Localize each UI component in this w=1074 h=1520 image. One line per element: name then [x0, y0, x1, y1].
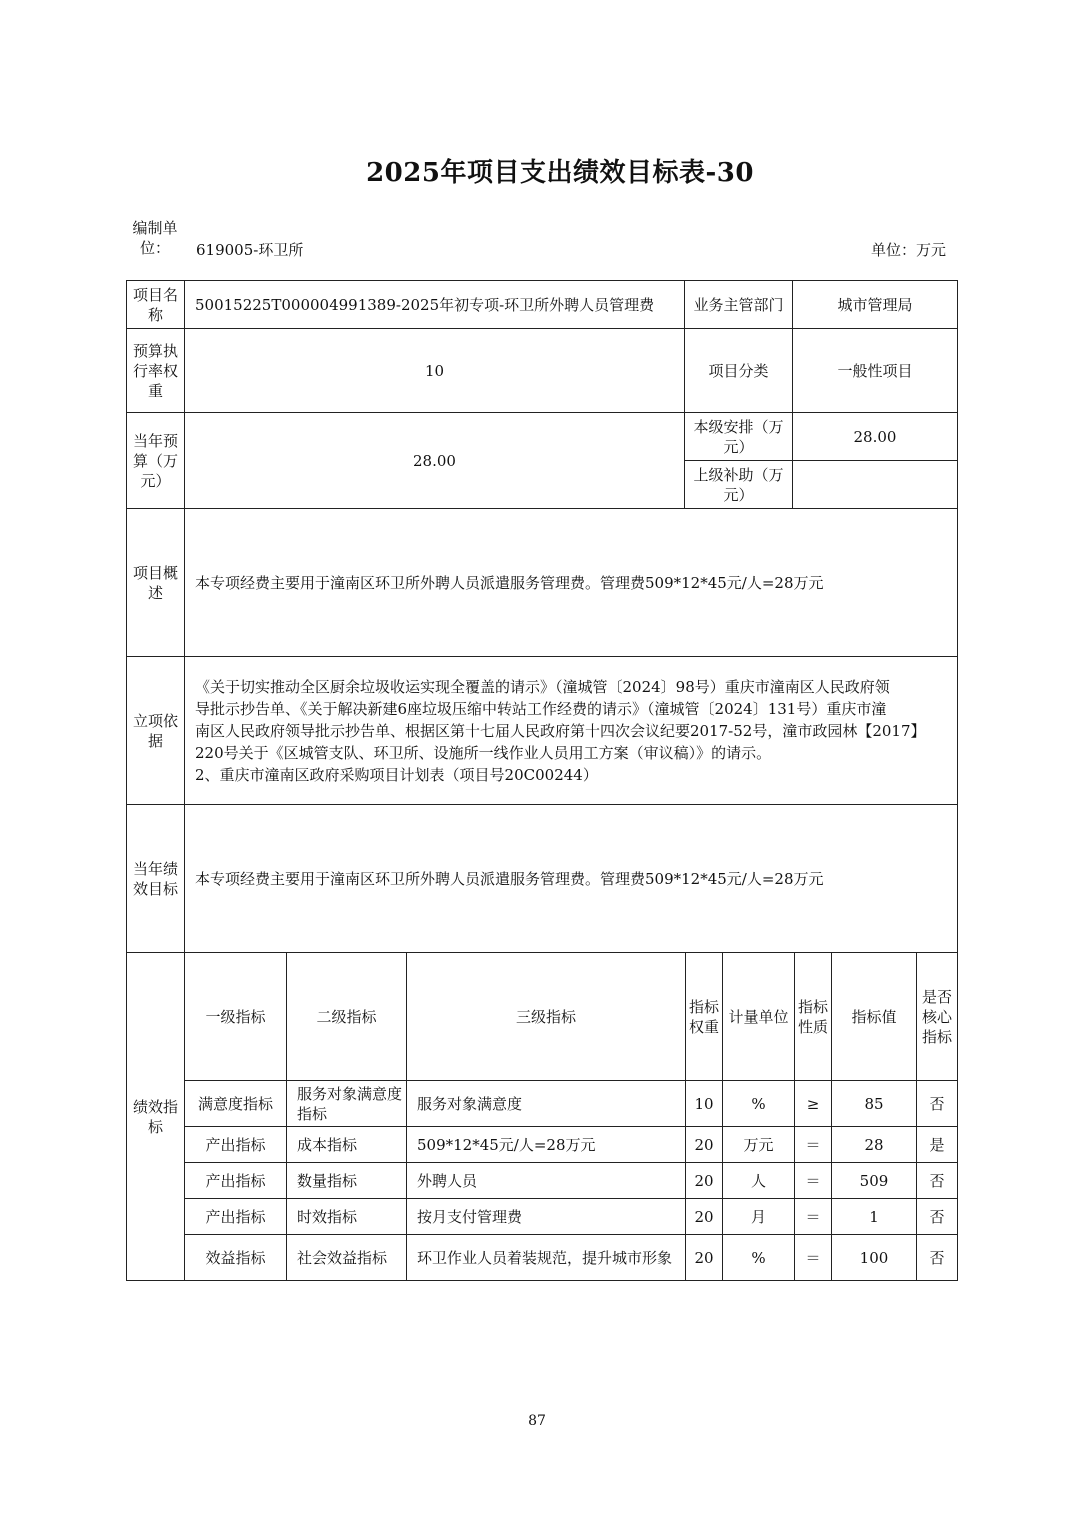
cell-level3: 环卫作业人员着装规范，提升城市形象 — [407, 1235, 686, 1281]
cell-level1: 产出指标 — [185, 1127, 287, 1163]
table-row — [127, 1127, 958, 1163]
category-value: 一般性项目 — [793, 329, 958, 413]
table-row — [127, 1235, 958, 1281]
basis-line: 220号关于《区城管支队、环卫所、设施所一线作业人员用工方案（审议稿）》的请示。 — [195, 743, 772, 762]
cell-weight: 20 — [686, 1127, 723, 1163]
org-label: 编制单位： — [132, 219, 178, 257]
cell-nature: ≥ — [795, 1081, 832, 1127]
cell-level1: 产出指标 — [185, 1199, 287, 1235]
cell-level3: 服务对象满意度 — [407, 1081, 686, 1127]
goal-text: 本专项经费主要用于潼南区环卫所外聘人员派遣服务管理费。管理费509*12*45元/人=28万元 — [185, 805, 958, 953]
project-name-label: 项目名称 — [127, 281, 185, 329]
basis-label: 立项依据 — [127, 657, 185, 805]
cell-value: 1 — [832, 1199, 917, 1235]
basis-line: 2、重庆市潼南区政府采购项目计划表（项目号20C00244） — [195, 765, 598, 784]
cell-nature: ＝ — [795, 1235, 832, 1281]
cell-weight: 20 — [686, 1199, 723, 1235]
overview-label: 项目概述 — [127, 509, 185, 657]
cell-level2: 时效指标 — [287, 1199, 407, 1235]
cell-nature: ＝ — [795, 1127, 832, 1163]
page-number: 87 — [528, 1413, 546, 1429]
cell-core: 否 — [917, 1081, 958, 1127]
table-row — [127, 1199, 958, 1235]
cell-level3: 外聘人员 — [407, 1163, 686, 1199]
cell-level3: 509*12*45元/人=28万元 — [407, 1127, 686, 1163]
weight-label: 预算执行率权重 — [127, 329, 185, 413]
project-name-value: 50015225T000004991389-2025年初专项-环卫所外聘人员管理费 — [185, 281, 685, 329]
dept-label: 业务主管部门 — [685, 281, 793, 329]
goal-label: 当年绩效目标 — [127, 805, 185, 953]
indicators-section-label: 绩效指标 — [127, 953, 185, 1281]
cell-unit: 月 — [723, 1199, 795, 1235]
cell-level3: 按月支付管理费 — [407, 1199, 686, 1235]
cell-unit: 人 — [723, 1163, 795, 1199]
basis-line: 南区人民政府领导批示抄告单、根据区第十七届人民政府第十四次会议纪要2017-52号，潼市政园林【2017】 — [195, 721, 926, 740]
cell-weight: 20 — [686, 1235, 723, 1281]
cell-level2: 数量指标 — [287, 1163, 407, 1199]
cell-level1: 满意度指标 — [185, 1081, 287, 1127]
category-label: 项目分类 — [685, 329, 793, 413]
header-level1: 一级指标 — [185, 953, 287, 1081]
cell-unit: % — [723, 1081, 795, 1127]
cell-unit: 万元 — [723, 1127, 795, 1163]
header-nature: 指标性质 — [795, 953, 832, 1081]
header-value: 指标值 — [832, 953, 917, 1081]
cell-level2: 社会效益指标 — [287, 1235, 407, 1281]
cell-value: 28 — [832, 1127, 917, 1163]
cell-core: 否 — [917, 1199, 958, 1235]
budget-value: 28.00 — [185, 413, 685, 509]
cell-level1: 产出指标 — [185, 1163, 287, 1199]
budget-label: 当年预算（万元） — [127, 413, 185, 509]
cell-level2: 成本指标 — [287, 1127, 407, 1163]
cell-unit: % — [723, 1235, 795, 1281]
upper-label: 上级补助（万元） — [685, 461, 793, 509]
cell-level1: 效益指标 — [185, 1235, 287, 1281]
basis-text — [185, 657, 958, 805]
page-title: 2025年项目支出绩效目标表-30 — [366, 158, 754, 188]
header-level2: 二级指标 — [287, 953, 407, 1081]
header-level3: 三级指标 — [407, 953, 686, 1081]
table-row — [127, 1163, 958, 1199]
upper-value — [793, 461, 958, 509]
basis-line: 导批示抄告单、《关于解决新建6座垃圾压缩中转站工作经费的请示》（潼城管〔2024〕131号）重庆市潼 — [195, 699, 887, 718]
table-row — [127, 1081, 958, 1127]
header-weight: 指标权重 — [686, 953, 723, 1081]
local-label: 本级安排（万元） — [685, 413, 793, 461]
cell-value: 100 — [832, 1235, 917, 1281]
cell-nature: ＝ — [795, 1163, 832, 1199]
cell-level2: 服务对象满意度指标 — [287, 1081, 407, 1127]
cell-weight: 10 — [686, 1081, 723, 1127]
header-core: 是否核心指标 — [917, 953, 958, 1081]
cell-core: 否 — [917, 1235, 958, 1281]
unit-label: 单位：万元 — [870, 241, 946, 259]
cell-core: 是 — [917, 1127, 958, 1163]
overview-text: 本专项经费主要用于潼南区环卫所外聘人员派遣服务管理费。管理费509*12*45元/人=28万元 — [185, 509, 958, 657]
cell-nature: ＝ — [795, 1199, 832, 1235]
project-info-table — [126, 280, 958, 953]
header-unit: 计量单位 — [723, 953, 795, 1081]
indicators-table — [126, 952, 958, 1281]
cell-weight: 20 — [686, 1163, 723, 1199]
weight-value: 10 — [185, 329, 685, 413]
basis-line: 《关于切实推动全区厨余垃圾收运实现全覆盖的请示》（潼城管〔2024〕98号）重庆市潼南区人民政府领 — [195, 677, 890, 696]
dept-value: 城市管理局 — [793, 281, 958, 329]
cell-value: 509 — [832, 1163, 917, 1199]
cell-value: 85 — [832, 1081, 917, 1127]
local-value: 28.00 — [793, 413, 958, 461]
cell-core: 否 — [917, 1163, 958, 1199]
org-value: 619005-环卫所 — [196, 241, 304, 259]
